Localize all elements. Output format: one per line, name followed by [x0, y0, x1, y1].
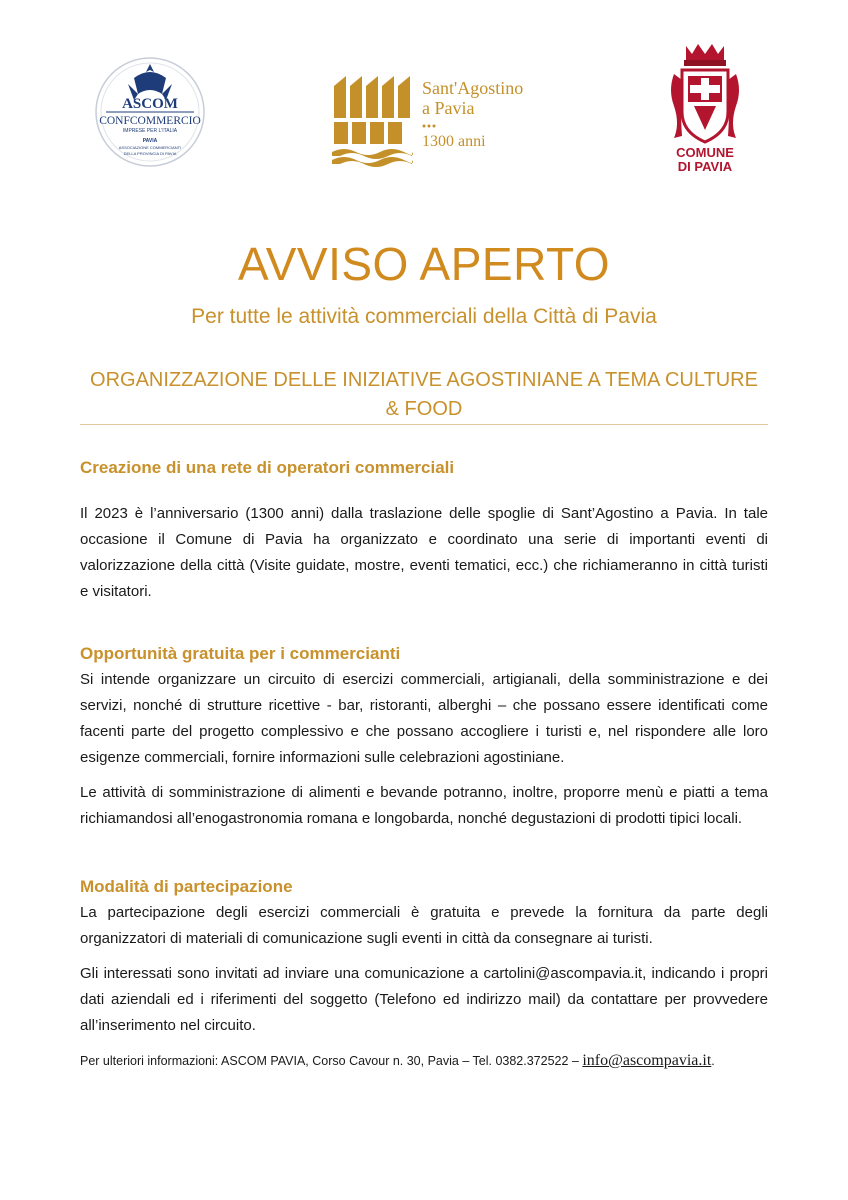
ascom-logo-line4: PAVIA: [142, 138, 158, 144]
comune-logo-line2: DI PAVIA: [677, 159, 733, 174]
comune-logo-line1: COMUNE: [676, 145, 734, 160]
santagostino-logo-line2: a Pavia: [422, 98, 475, 118]
paragraph-opportunita-1: Si intende organizzare un circuito di esercizi commerciali, artigianali, della somministrazione e dei servizi, nonché di strutture ricettive - bar, ristoranti, alberghi – che possano essere identificati come facenti parte del progetto complessivo e che possano accogliere i turisti e, nel rispondere alle loro esigenze commerciali, fornire informazioni sulle celebrazioni agostiniane.: [80, 671, 768, 766]
ascom-confcommercio-logo: [94, 56, 206, 168]
section-heading-rete: Creazione di una rete di operatori commerciali: [80, 458, 455, 477]
organization-title: ORGANIZZAZIONE DELLE INIZIATIVE AGOSTINIANE A TEMA CULTURE & FOOD: [90, 369, 758, 420]
paragraph-rete: Il 2023 è l’anniversario (1300 anni) dalla traslazione delle spoglie di Sant’Agostino a Pavia. In tale occasione il Comune di Pavia ha organizzato e coordinato una serie di importanti eventi di valorizzazione della città (Visite guidate, mostre, eventi tematici, ecc.) che richiameranno in città turisti e visitatori.: [80, 505, 768, 600]
footer-end: .: [711, 1054, 715, 1068]
document-body: [80, 455, 768, 1071]
santagostino-emblem-icon: [332, 76, 413, 167]
section-heading-opportunita: Opportunità gratuita per i commercianti: [80, 644, 401, 663]
ascom-logo-line2: CONFCOMMERCIO: [99, 115, 201, 127]
footer-info: [80, 1051, 768, 1071]
comune-di-pavia-logo: [660, 40, 750, 175]
footer-email-link[interactable]: info@ascompavia.it: [582, 1052, 712, 1069]
ascom-logo-line3: IMPRESE PER L'ITALIA: [122, 128, 178, 134]
santagostino-logo-line3: 1300 anni: [422, 133, 486, 150]
page-title: AVVISO APERTO: [237, 237, 611, 290]
subtitle: Per tutte le attività commerciali della Città di Pavia: [191, 305, 657, 328]
section-heading-modalita: Modalità di partecipazione: [80, 877, 293, 896]
santagostino-logo-line1: Sant'Agostino: [422, 78, 524, 98]
divider: [80, 424, 768, 425]
pavia-coat-of-arms-icon: [671, 44, 739, 142]
ascom-logo-line5: ASSOCIAZIONE COMMERCIANTI: [118, 145, 182, 150]
santagostino-1300-logo: [330, 72, 540, 168]
ascom-logo-line6: DELLA PROVINCIA DI PAVIA: [123, 151, 177, 156]
paragraph-opportunita-2: Le attività di somministrazione di alimenti e bevande potranno, inoltre, proporre menù e piatti a tema richiamandosi all’enogastronomia romana e longobarda, nonché degustazioni di prodotti tipici locali.: [80, 784, 768, 827]
ascom-logo-line1: ASCOM: [122, 96, 178, 112]
paragraph-modalita-1: La partecipazione degli esercizi commerciali è gratuita e prevede la fornitura da parte degli organizzatori di materiali di comunicazione sugli eventi in città da consegnare ai turisti.: [80, 904, 768, 947]
footer-text: Per ulteriori informazioni: ASCOM PAVIA, Corso Cavour n. 30, Pavia – Tel. 0382.372522 –: [80, 1054, 583, 1068]
paragraph-modalita-2: Gli interessati sono invitati ad inviare una comunicazione a cartolini@ascompavia.it, indicando i propri dati aziendali ed i riferimenti del soggetto (Telefono ed indirizzo mail) da contattare per provvedere all’inserimento nel circuito.: [80, 965, 768, 1034]
